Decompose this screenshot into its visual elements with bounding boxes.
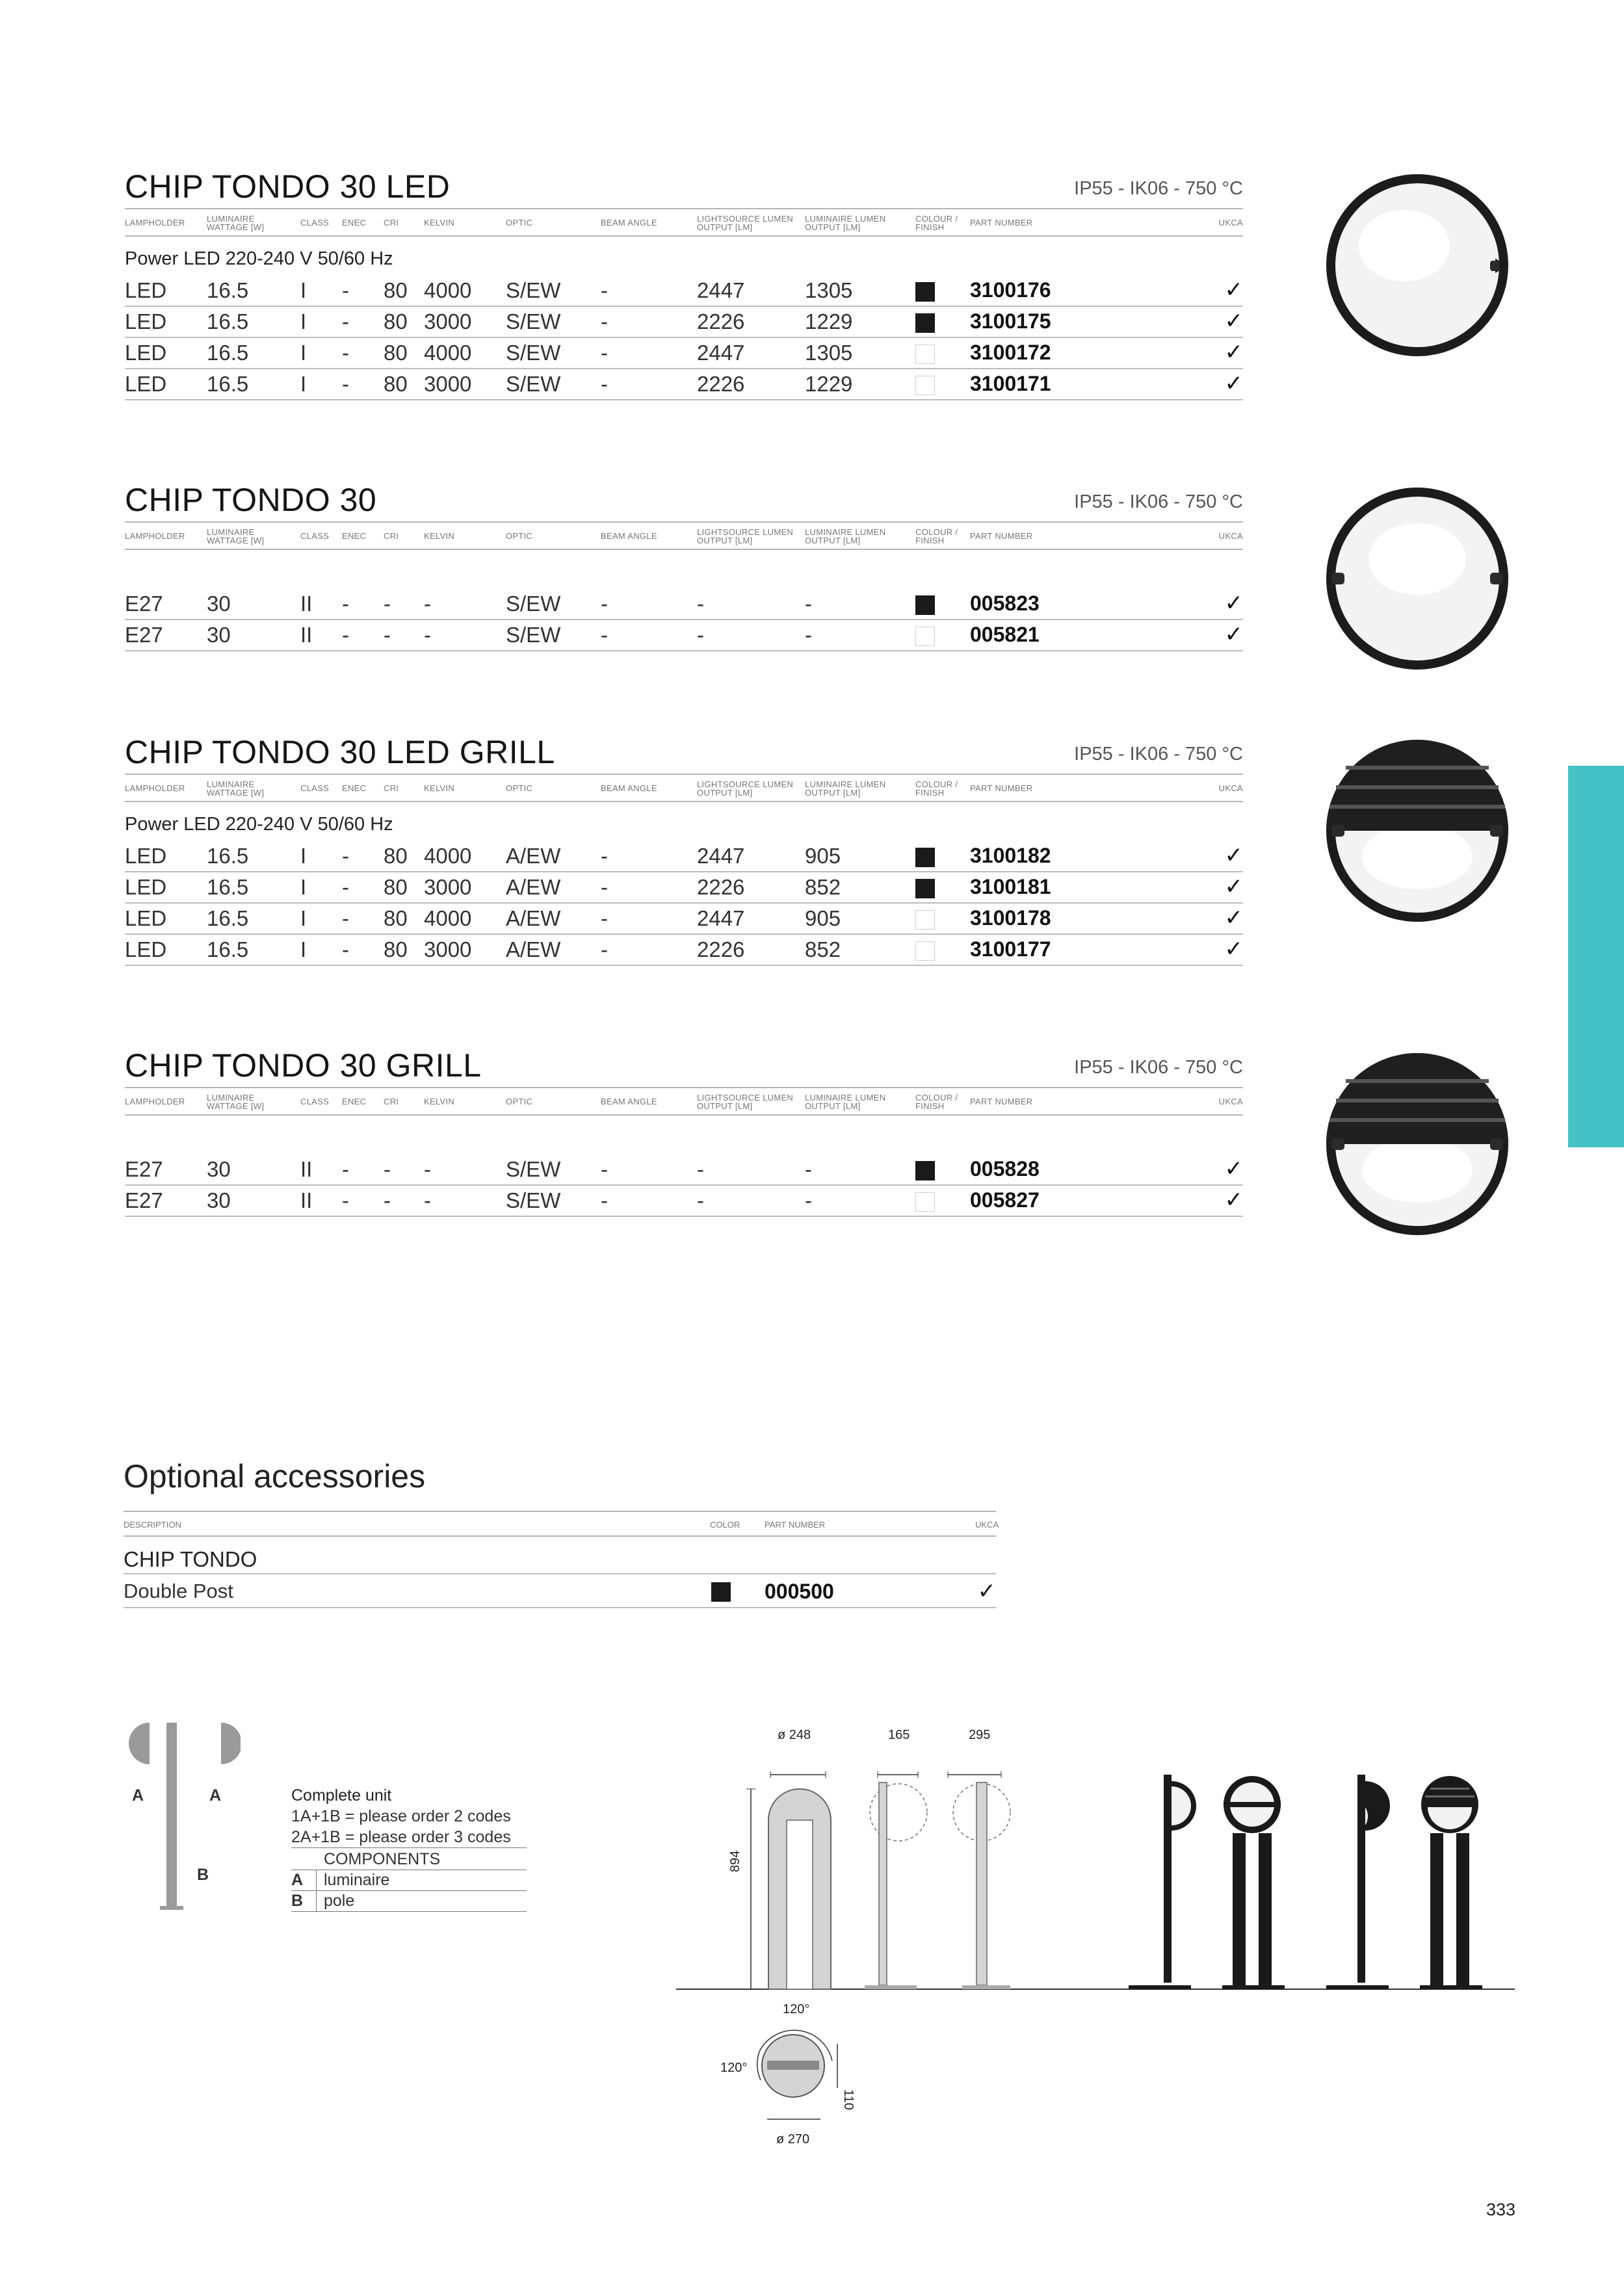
cell-wattage: 30 bbox=[207, 1157, 231, 1181]
finish-swatch-black bbox=[915, 848, 935, 867]
dim-110: 110 bbox=[841, 2089, 856, 2110]
cell-cri: 80 bbox=[384, 278, 408, 302]
cell-beam: - bbox=[601, 906, 608, 930]
header-colour-finish: COLOUR / FINISH bbox=[915, 527, 958, 545]
header-ukca: UKCA bbox=[1218, 218, 1243, 228]
header-part-number: PART NUMBER bbox=[970, 783, 1033, 793]
chip-tondo-30-led-grill-image bbox=[1320, 733, 1515, 928]
header-lightsource-lumen: LIGHTSOURCE LUMEN OUTPUT [LM] bbox=[697, 214, 794, 232]
header-optic: OPTIC bbox=[506, 1097, 533, 1106]
cell-lampholder: LED bbox=[125, 341, 167, 365]
cell-wattage: 16.5 bbox=[207, 875, 249, 899]
cell-optic: A/EW bbox=[506, 937, 561, 961]
cell-wattage: 16.5 bbox=[207, 309, 249, 333]
header-optic: OPTIC bbox=[506, 531, 533, 541]
cell-beam: - bbox=[601, 844, 608, 868]
ukca-check-icon: ✓ bbox=[1224, 278, 1243, 302]
header-cri: CRI bbox=[384, 531, 399, 541]
cell-ls-lumen: 2226 bbox=[697, 937, 745, 961]
cell-cri: - bbox=[384, 1188, 391, 1212]
cell-lum-lumen: - bbox=[805, 623, 812, 647]
cell-lum-lumen: 1229 bbox=[805, 309, 853, 333]
product-group-label: Power LED 220-240 V 50/60 Hz bbox=[125, 814, 393, 835]
header-optic: OPTIC bbox=[506, 783, 533, 793]
product-row bbox=[125, 840, 1243, 872]
cell-cri: 80 bbox=[384, 341, 408, 365]
order-rule-2: 2A+1B = please order 3 codes bbox=[291, 1828, 511, 1846]
cell-class: I bbox=[300, 937, 307, 961]
header-enec: ENEC bbox=[342, 531, 367, 541]
acc-header-ukca: UKCA bbox=[975, 1520, 999, 1530]
header-kelvin: KELVIN bbox=[424, 783, 455, 793]
cell-lampholder: E27 bbox=[125, 592, 163, 616]
component-a-name: luminaire bbox=[324, 1871, 390, 1889]
cell-enec: - bbox=[342, 875, 349, 899]
product-row bbox=[125, 619, 1243, 651]
part-number: 005821 bbox=[970, 623, 1040, 646]
header-lampholder: LAMPHOLDER bbox=[125, 531, 185, 541]
ukca-check-icon: ✓ bbox=[1224, 309, 1243, 333]
components-divider bbox=[291, 1847, 527, 1848]
cell-optic: S/EW bbox=[506, 309, 561, 333]
header-top-divider bbox=[125, 774, 1243, 775]
cell-lum-lumen: 905 bbox=[805, 844, 841, 868]
finish-swatch-white bbox=[915, 1192, 935, 1212]
finish-swatch-black bbox=[915, 313, 935, 333]
cell-lampholder: LED bbox=[125, 937, 167, 961]
cell-beam: - bbox=[601, 875, 608, 899]
cell-beam: - bbox=[601, 592, 608, 616]
cell-optic: A/EW bbox=[506, 906, 561, 930]
part-number: 005828 bbox=[970, 1157, 1040, 1181]
header-ukca: UKCA bbox=[1218, 783, 1243, 793]
cell-kelvin: 4000 bbox=[424, 341, 472, 365]
cell-cri: 80 bbox=[384, 875, 408, 899]
component-a-key: A bbox=[291, 1871, 304, 1889]
cell-lampholder: E27 bbox=[125, 1188, 163, 1212]
dim-295: 295 bbox=[969, 1728, 991, 1742]
cell-beam: - bbox=[601, 309, 608, 333]
product-group-label: Power LED 220-240 V 50/60 Hz bbox=[125, 248, 393, 269]
dim-165: 165 bbox=[888, 1728, 910, 1742]
product-row bbox=[125, 1184, 1243, 1217]
cell-lampholder: LED bbox=[125, 906, 167, 930]
product-row bbox=[125, 368, 1243, 400]
header-kelvin: KELVIN bbox=[424, 1097, 455, 1106]
cell-enec: - bbox=[342, 309, 349, 333]
cell-ls-lumen: - bbox=[697, 623, 704, 647]
cell-class: II bbox=[300, 592, 313, 616]
cell-lum-lumen: 1305 bbox=[805, 341, 853, 365]
cell-wattage: 16.5 bbox=[207, 341, 249, 365]
header-luminaire-lumen: LUMINAIRE LUMEN OUTPUT [LM] bbox=[805, 527, 886, 545]
component-b-key: B bbox=[291, 1892, 304, 1910]
product-rating: IP55 - IK06 - 750 °C bbox=[1074, 1057, 1243, 1078]
cell-class: I bbox=[300, 906, 307, 930]
cell-optic: S/EW bbox=[506, 623, 561, 647]
cell-ls-lumen: 2226 bbox=[697, 875, 745, 899]
cell-optic: S/EW bbox=[506, 1157, 561, 1181]
cell-lampholder: E27 bbox=[125, 1157, 163, 1181]
dim-angle-120-left: 120° bbox=[720, 2061, 748, 2075]
accessory-ukca-check: ✓ bbox=[977, 1579, 996, 1604]
cell-optic: S/EW bbox=[506, 592, 561, 616]
cell-lum-lumen: 852 bbox=[805, 937, 841, 961]
components-header: COMPONENTS bbox=[324, 1850, 441, 1868]
product-title: CHIP TONDO 30 LED GRILL bbox=[125, 734, 555, 770]
cell-cri: 80 bbox=[384, 372, 408, 396]
acc-header-part: PART NUMBER bbox=[765, 1520, 826, 1530]
cell-kelvin: 3000 bbox=[424, 309, 472, 333]
cell-kelvin: 4000 bbox=[424, 906, 472, 930]
cell-optic: A/EW bbox=[506, 875, 561, 899]
product-section bbox=[125, 1047, 1243, 1333]
product-rating: IP55 - IK06 - 750 °C bbox=[1074, 744, 1243, 764]
cell-class: II bbox=[300, 1188, 313, 1212]
components-column-line bbox=[316, 1870, 317, 1911]
cell-lum-lumen: 1305 bbox=[805, 278, 853, 302]
cell-optic: A/EW bbox=[506, 844, 561, 868]
header-enec: ENEC bbox=[342, 1097, 367, 1106]
accessories-group-divider bbox=[124, 1573, 996, 1574]
ukca-check-icon: ✓ bbox=[1224, 906, 1243, 930]
part-number: 3100177 bbox=[970, 937, 1051, 961]
technical-drawing bbox=[676, 1755, 1521, 2158]
header-bottom-divider bbox=[125, 1114, 1243, 1115]
header-kelvin: KELVIN bbox=[424, 531, 455, 541]
header-ukca: UKCA bbox=[1218, 1097, 1243, 1106]
accessories-divider bbox=[124, 1511, 996, 1512]
header-lampholder: LAMPHOLDER bbox=[125, 218, 185, 228]
product-row bbox=[125, 1153, 1243, 1186]
part-number: 3100176 bbox=[970, 278, 1051, 302]
header-lampholder: LAMPHOLDER bbox=[125, 783, 185, 793]
cell-enec: - bbox=[342, 623, 349, 647]
finish-swatch-black bbox=[915, 282, 935, 302]
header-bottom-divider bbox=[125, 549, 1243, 550]
part-number: 3100181 bbox=[970, 875, 1051, 898]
finish-swatch-white bbox=[915, 941, 935, 961]
product-row bbox=[125, 902, 1243, 935]
dim-height-894: 894 bbox=[728, 1850, 742, 1872]
header-cri: CRI bbox=[384, 783, 399, 793]
cell-optic: S/EW bbox=[506, 372, 561, 396]
cell-ls-lumen: - bbox=[697, 1188, 704, 1212]
header-class: CLASS bbox=[300, 531, 330, 541]
cell-wattage: 16.5 bbox=[207, 906, 249, 930]
cell-enec: - bbox=[342, 1157, 349, 1181]
ukca-check-icon: ✓ bbox=[1224, 843, 1243, 868]
cell-beam: - bbox=[601, 372, 608, 396]
cell-cri: 80 bbox=[384, 844, 408, 868]
cell-lampholder: LED bbox=[125, 372, 167, 396]
product-row bbox=[125, 933, 1243, 966]
accessory-description: Double Post bbox=[124, 1580, 233, 1602]
ukca-check-icon: ✓ bbox=[1224, 340, 1243, 365]
header-luminaire-lumen: LUMINAIRE LUMEN OUTPUT [LM] bbox=[805, 779, 886, 798]
cell-beam: - bbox=[601, 278, 608, 302]
product-row bbox=[125, 274, 1243, 307]
product-row bbox=[125, 306, 1243, 338]
header-ukca: UKCA bbox=[1218, 531, 1243, 541]
part-number: 3100171 bbox=[970, 372, 1051, 395]
product-rating: IP55 - IK06 - 750 °C bbox=[1074, 178, 1243, 199]
cell-enec: - bbox=[342, 906, 349, 930]
component-b-name: pole bbox=[324, 1892, 355, 1910]
chip-tondo-30-led-image bbox=[1320, 168, 1515, 363]
cell-cri: 80 bbox=[384, 937, 408, 961]
product-title: CHIP TONDO 30 LED bbox=[125, 168, 451, 205]
header-beam-angle: BEAM ANGLE bbox=[601, 531, 657, 541]
cell-cri: - bbox=[384, 1157, 391, 1181]
cell-optic: S/EW bbox=[506, 278, 561, 302]
header-luminaire-lumen: LUMINAIRE LUMEN OUTPUT [LM] bbox=[805, 214, 886, 232]
page-number: 333 bbox=[1486, 2200, 1516, 2219]
diagram-label-b: B bbox=[197, 1866, 209, 1884]
component-b-divider bbox=[291, 1911, 527, 1912]
header-bottom-divider bbox=[125, 801, 1243, 802]
header-wattage: LUMINAIRE WATTAGE [W] bbox=[207, 779, 265, 798]
cell-enec: - bbox=[342, 937, 349, 961]
accessory-finish-swatch bbox=[711, 1582, 731, 1602]
cell-lampholder: E27 bbox=[125, 623, 163, 647]
header-lightsource-lumen: LIGHTSOURCE LUMEN OUTPUT [LM] bbox=[697, 527, 794, 545]
acc-header-color: COLOR bbox=[710, 1520, 740, 1530]
header-class: CLASS bbox=[300, 1097, 330, 1106]
diagram-label-a-left: A bbox=[132, 1786, 144, 1805]
ukca-check-icon: ✓ bbox=[1224, 874, 1243, 899]
cell-ls-lumen: 2447 bbox=[697, 341, 745, 365]
header-class: CLASS bbox=[300, 218, 330, 228]
cell-lum-lumen: 905 bbox=[805, 906, 841, 930]
finish-swatch-black bbox=[915, 1161, 935, 1181]
header-class: CLASS bbox=[300, 783, 330, 793]
dim-diameter-248: ø 248 bbox=[778, 1728, 811, 1742]
header-cri: CRI bbox=[384, 218, 399, 228]
cell-optic: S/EW bbox=[506, 341, 561, 365]
header-luminaire-lumen: LUMINAIRE LUMEN OUTPUT [LM] bbox=[805, 1093, 886, 1111]
cell-enec: - bbox=[342, 844, 349, 868]
header-beam-angle: BEAM ANGLE bbox=[601, 218, 657, 228]
cell-wattage: 16.5 bbox=[207, 372, 249, 396]
ukca-check-icon: ✓ bbox=[1224, 937, 1243, 961]
finish-swatch-white bbox=[915, 627, 935, 646]
product-title: CHIP TONDO 30 bbox=[125, 482, 377, 518]
cell-lum-lumen: - bbox=[805, 1157, 812, 1181]
cell-lampholder: LED bbox=[125, 309, 167, 333]
complete-unit-title: Complete unit bbox=[291, 1786, 392, 1805]
finish-swatch-black bbox=[915, 879, 935, 898]
cell-ls-lumen: 2447 bbox=[697, 906, 745, 930]
cell-beam: - bbox=[601, 623, 608, 647]
part-number: 3100175 bbox=[970, 309, 1051, 333]
section-accent-tab bbox=[1568, 766, 1624, 1147]
dim-angle-120-top: 120° bbox=[783, 2002, 810, 2016]
cell-lampholder: LED bbox=[125, 278, 167, 302]
finish-swatch-white bbox=[915, 910, 935, 930]
header-cri: CRI bbox=[384, 1097, 399, 1106]
cell-enec: - bbox=[342, 372, 349, 396]
cell-class: I bbox=[300, 875, 307, 899]
cell-lum-lumen: 852 bbox=[805, 875, 841, 899]
part-number: 3100182 bbox=[970, 844, 1051, 867]
cell-ls-lumen: 2226 bbox=[697, 309, 745, 333]
cell-wattage: 16.5 bbox=[207, 844, 249, 868]
cell-lampholder: LED bbox=[125, 875, 167, 899]
ukca-check-icon: ✓ bbox=[1224, 622, 1243, 647]
cell-lampholder: LED bbox=[125, 844, 167, 868]
cell-optic: S/EW bbox=[506, 1188, 561, 1212]
acc-header-description: DESCRIPTION bbox=[124, 1520, 181, 1530]
cell-kelvin: 4000 bbox=[424, 844, 472, 868]
finish-swatch-white bbox=[915, 376, 935, 395]
header-wattage: LUMINAIRE WATTAGE [W] bbox=[207, 1093, 265, 1111]
header-part-number: PART NUMBER bbox=[970, 1097, 1033, 1106]
ukca-check-icon: ✓ bbox=[1224, 371, 1243, 396]
component-a-divider bbox=[291, 1890, 527, 1891]
header-top-divider bbox=[125, 521, 1243, 523]
cell-kelvin: - bbox=[424, 1157, 431, 1181]
ukca-check-icon: ✓ bbox=[1224, 1188, 1243, 1212]
cell-kelvin: 4000 bbox=[424, 278, 472, 302]
cell-kelvin: - bbox=[424, 592, 431, 616]
header-colour-finish: COLOUR / FINISH bbox=[915, 1093, 958, 1111]
cell-class: I bbox=[300, 309, 307, 333]
cell-class: II bbox=[300, 623, 313, 647]
cell-cri: 80 bbox=[384, 906, 408, 930]
accessory-row bbox=[124, 1578, 996, 1608]
header-enec: ENEC bbox=[342, 783, 367, 793]
accessories-header-divider bbox=[124, 1535, 996, 1537]
finish-swatch-black bbox=[915, 595, 935, 615]
header-beam-angle: BEAM ANGLE bbox=[601, 783, 657, 793]
cell-enec: - bbox=[342, 341, 349, 365]
cell-beam: - bbox=[601, 937, 608, 961]
header-top-divider bbox=[125, 208, 1243, 209]
dim-diameter-270: ø 270 bbox=[776, 2132, 810, 2146]
part-number: 005827 bbox=[970, 1188, 1040, 1212]
cell-cri: - bbox=[384, 623, 391, 647]
product-section bbox=[125, 168, 1243, 454]
cell-beam: - bbox=[601, 1188, 608, 1212]
cell-ls-lumen: 2226 bbox=[697, 372, 745, 396]
cell-ls-lumen: - bbox=[697, 1157, 704, 1181]
cell-kelvin: - bbox=[424, 623, 431, 647]
cell-lum-lumen: - bbox=[805, 1188, 812, 1212]
header-wattage: LUMINAIRE WATTAGE [W] bbox=[207, 214, 265, 232]
cell-kelvin: 3000 bbox=[424, 937, 472, 961]
part-number: 005823 bbox=[970, 592, 1040, 615]
accessories-title: Optional accessories bbox=[124, 1458, 426, 1494]
cell-class: I bbox=[300, 372, 307, 396]
cell-class: II bbox=[300, 1157, 313, 1181]
cell-cri: 80 bbox=[384, 309, 408, 333]
finish-swatch-white bbox=[915, 345, 935, 364]
product-rating: IP55 - IK06 - 750 °C bbox=[1074, 491, 1243, 512]
cell-class: I bbox=[300, 844, 307, 868]
cell-kelvin: 3000 bbox=[424, 372, 472, 396]
ukca-check-icon: ✓ bbox=[1224, 591, 1243, 616]
cell-class: I bbox=[300, 341, 307, 365]
header-beam-angle: BEAM ANGLE bbox=[601, 1097, 657, 1106]
cell-wattage: 16.5 bbox=[207, 278, 249, 302]
cell-ls-lumen: 2447 bbox=[697, 278, 745, 302]
product-section bbox=[125, 481, 1243, 767]
ukca-check-icon: ✓ bbox=[1224, 1156, 1243, 1181]
cell-beam: - bbox=[601, 1157, 608, 1181]
cell-cri: - bbox=[384, 592, 391, 616]
product-row bbox=[125, 871, 1243, 904]
cell-kelvin: - bbox=[424, 1188, 431, 1212]
cell-class: I bbox=[300, 278, 307, 302]
cell-ls-lumen: 2447 bbox=[697, 844, 745, 868]
product-title: CHIP TONDO 30 GRILL bbox=[125, 1047, 482, 1084]
header-wattage: LUMINAIRE WATTAGE [W] bbox=[207, 527, 265, 545]
cell-beam: - bbox=[601, 341, 608, 365]
header-enec: ENEC bbox=[342, 218, 367, 228]
double-post-diagram bbox=[124, 1723, 241, 1911]
cell-ls-lumen: - bbox=[697, 592, 704, 616]
cell-enec: - bbox=[342, 278, 349, 302]
header-optic: OPTIC bbox=[506, 218, 533, 228]
cell-wattage: 30 bbox=[207, 1188, 231, 1212]
header-bottom-divider bbox=[125, 235, 1243, 237]
header-lightsource-lumen: LIGHTSOURCE LUMEN OUTPUT [LM] bbox=[697, 779, 794, 798]
product-section bbox=[125, 733, 1243, 1019]
header-kelvin: KELVIN bbox=[424, 218, 455, 228]
cell-lum-lumen: - bbox=[805, 592, 812, 616]
diagram-label-a-right: A bbox=[209, 1786, 222, 1805]
chip-tondo-30-grill-image bbox=[1320, 1047, 1515, 1242]
cell-wattage: 30 bbox=[207, 623, 231, 647]
header-part-number: PART NUMBER bbox=[970, 531, 1033, 541]
cell-enec: - bbox=[342, 592, 349, 616]
cell-wattage: 30 bbox=[207, 592, 231, 616]
header-part-number: PART NUMBER bbox=[970, 218, 1033, 228]
cell-enec: - bbox=[342, 1188, 349, 1212]
header-colour-finish: COLOUR / FINISH bbox=[915, 779, 958, 798]
accessory-part-number: 000500 bbox=[765, 1580, 834, 1603]
cell-lum-lumen: 1229 bbox=[805, 372, 853, 396]
header-lampholder: LAMPHOLDER bbox=[125, 1097, 185, 1106]
accessories-group: CHIP TONDO bbox=[124, 1547, 257, 1571]
part-number: 3100178 bbox=[970, 906, 1051, 930]
order-rule-1: 1A+1B = please order 2 codes bbox=[291, 1807, 511, 1825]
cell-kelvin: 3000 bbox=[424, 875, 472, 899]
cell-wattage: 16.5 bbox=[207, 937, 249, 961]
header-top-divider bbox=[125, 1087, 1243, 1088]
product-row bbox=[125, 337, 1243, 369]
header-colour-finish: COLOUR / FINISH bbox=[915, 214, 958, 232]
header-lightsource-lumen: LIGHTSOURCE LUMEN OUTPUT [LM] bbox=[697, 1093, 794, 1111]
part-number: 3100172 bbox=[970, 341, 1051, 364]
product-row bbox=[125, 588, 1243, 620]
chip-tondo-30-image bbox=[1320, 481, 1515, 676]
